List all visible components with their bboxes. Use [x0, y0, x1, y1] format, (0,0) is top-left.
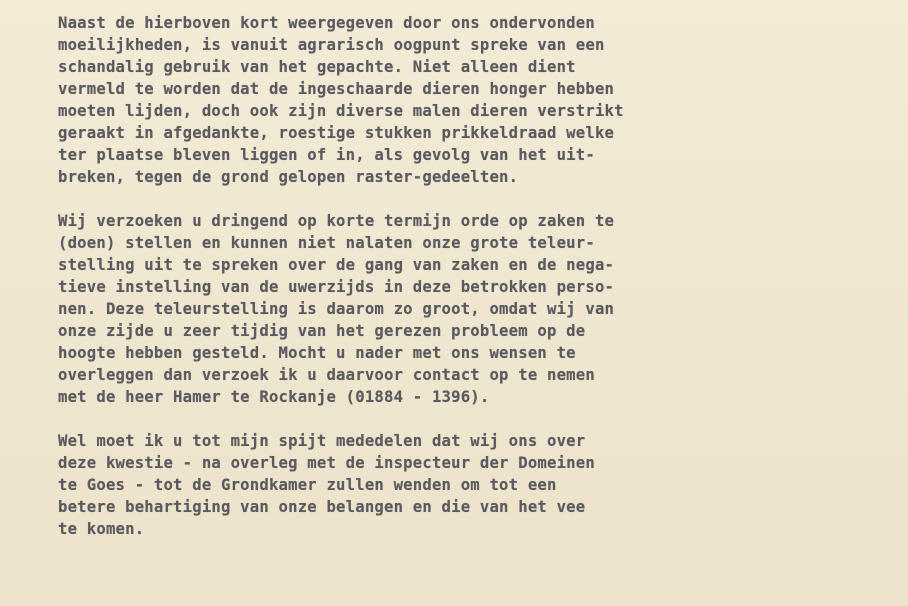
text-line: te Goes - tot de Grondkamer zullen wenden om tot een: [58, 476, 557, 494]
text-line: betere behartiging van onze belangen en die van het vee: [58, 498, 586, 516]
text-line: overleggen dan verzoek ik u daarvoor contact op te nemen: [58, 366, 595, 384]
text-line: Wel moet ik u tot mijn spijt mededelen dat wij ons over: [58, 432, 586, 450]
text-line: vermeld te worden dat de ingeschaarde dieren honger hebben: [58, 80, 615, 98]
text-line: Naast de hierboven kort weergegeven door ons ondervonden: [58, 14, 595, 32]
text-line: onze zijde u zeer tijdig van het gerezen probleem op de: [58, 322, 586, 340]
paragraph-spacer: [58, 188, 898, 210]
text-line: nen. Deze teleurstelling is daarom zo groot, omdat wij van: [58, 300, 615, 318]
text-line: te komen.: [58, 520, 145, 538]
letter-body: [58, 12, 898, 540]
text-line: stelling uit te spreken over de gang van zaken en de nega-: [58, 256, 615, 274]
text-line: geraakt in afgedankte, roestige stukken prikkeldraad welke: [58, 124, 615, 142]
text-line: schandalig gebruik van het gepachte. Niet alleen dient: [58, 58, 576, 76]
paragraph-2: [58, 210, 898, 408]
text-line: tieve instelling van de uwerzijds in deze betrokken perso-: [58, 278, 615, 296]
text-line: breken, tegen de grond gelopen raster-gedeelten.: [58, 168, 519, 186]
text-line: moeilijkheden, is vanuit agrarisch oogpunt spreke van een: [58, 36, 605, 54]
text-line: deze kwestie - na overleg met de inspecteur der Domeinen: [58, 454, 595, 472]
paragraph-1: [58, 12, 898, 188]
paragraph-3: [58, 430, 898, 540]
text-line: ter plaatse bleven liggen of in, als gevolg van het uit-: [58, 146, 595, 164]
text-line: (doen) stellen en kunnen niet nalaten onze grote teleur-: [58, 234, 595, 252]
text-line: hoogte hebben gesteld. Mocht u nader met ons wensen te: [58, 344, 576, 362]
text-line: met de heer Hamer te Rockanje (01884 - 1396).: [58, 388, 490, 406]
text-line: Wij verzoeken u dringend op korte termijn orde op zaken te: [58, 212, 615, 230]
text-line: moeten lijden, doch ook zijn diverse malen dieren verstrikt: [58, 102, 624, 120]
paragraph-spacer: [58, 408, 898, 430]
